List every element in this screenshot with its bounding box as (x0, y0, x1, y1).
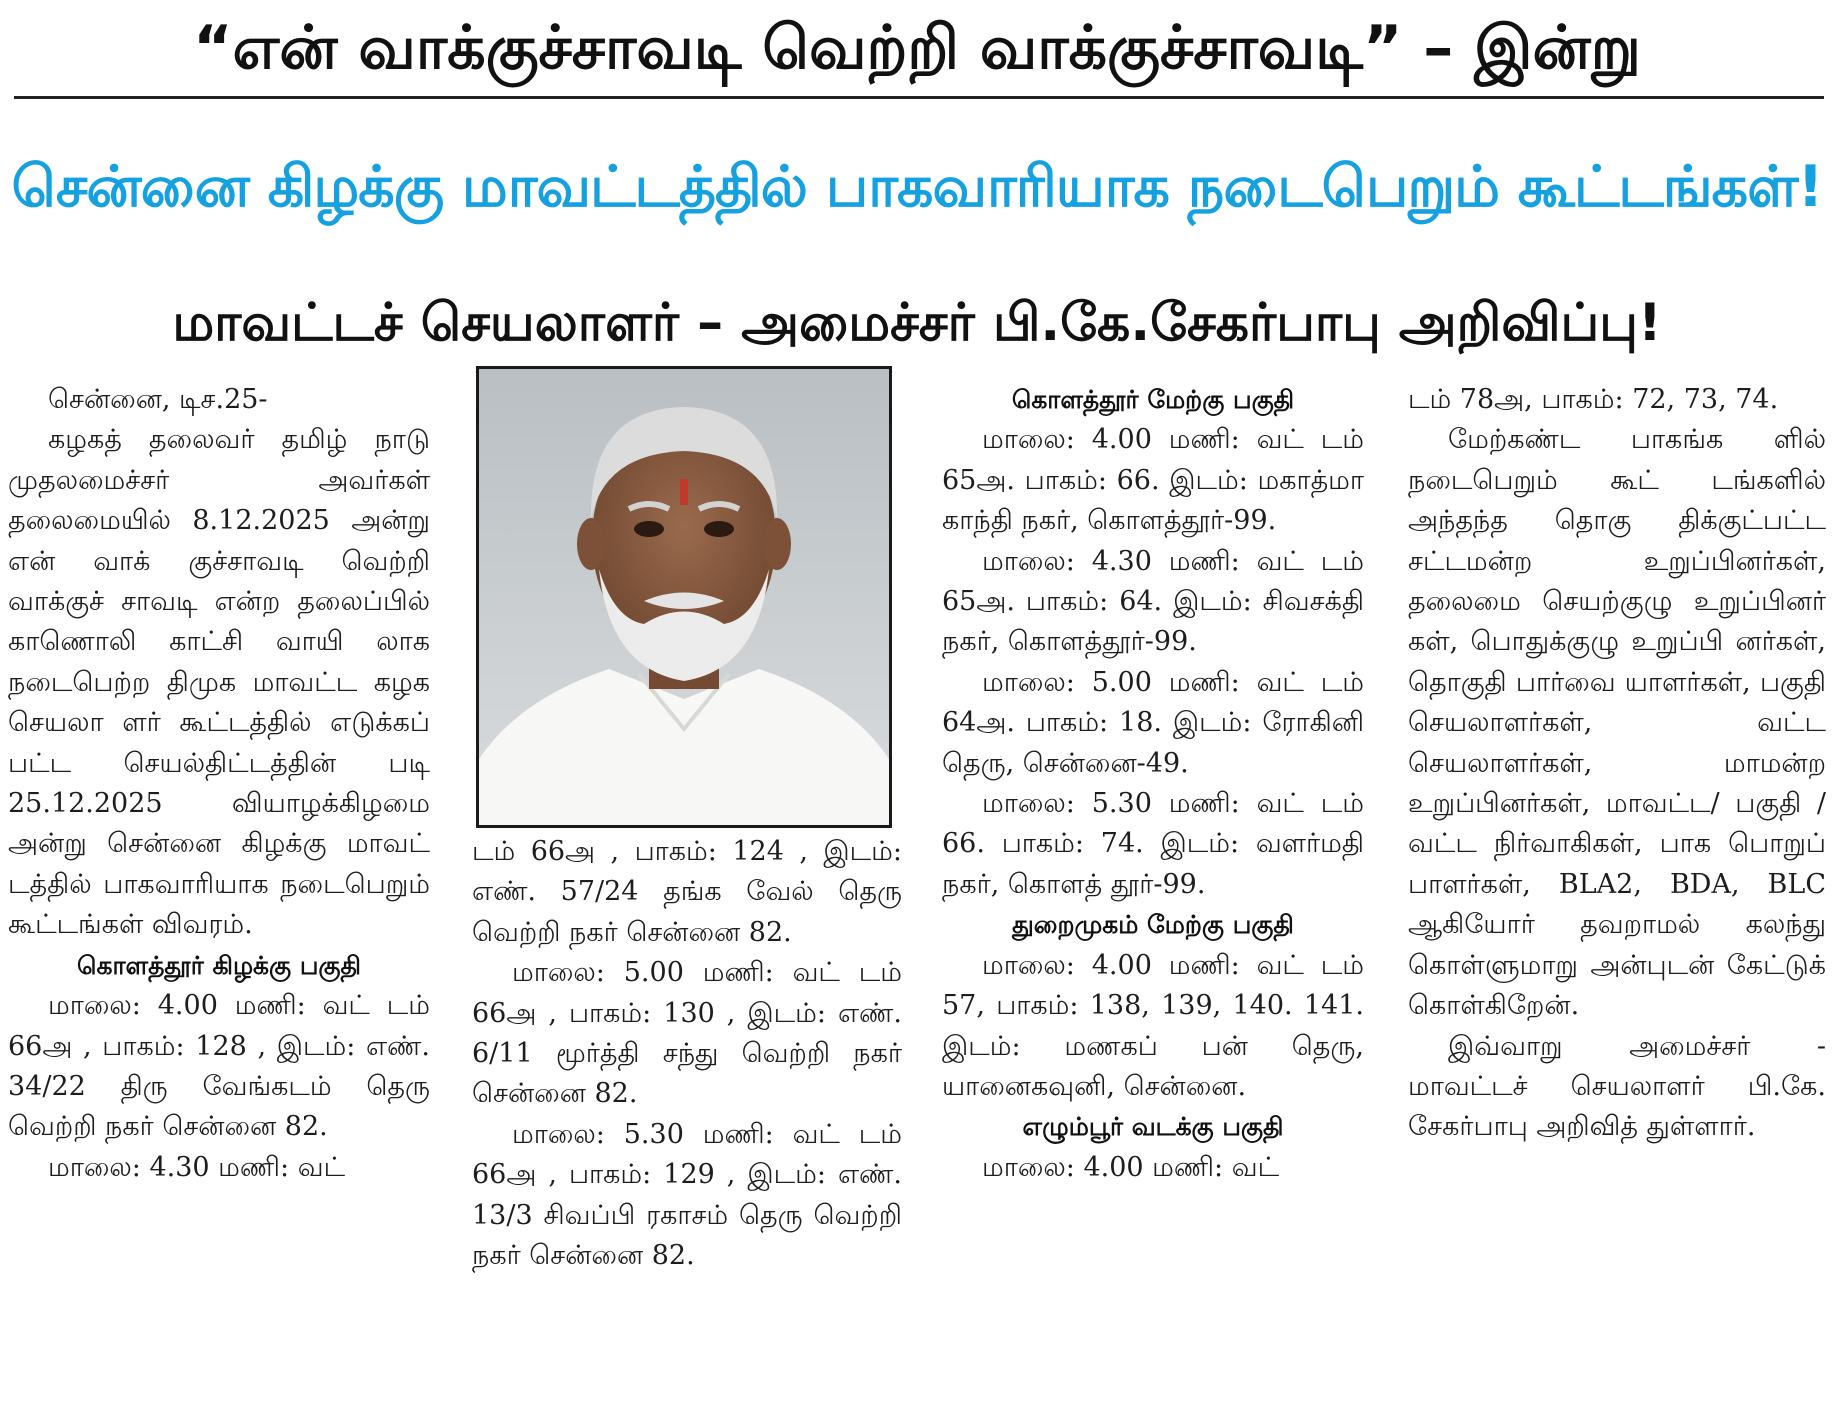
meeting-entry: மாலை: 5.30 மணி: வட் டம் 66அ , பாகம்: 129 , இடம்: எண். 13/3 சிவப்பி ரகாசம் தெரு வெற்றி நகர் சென்னை 82. (472, 1118, 902, 1272)
header-rule (14, 96, 1824, 99)
meeting-entry: மாலை: 4.00 மணி: வட் டம் 65அ. பாகம்: 66. இடம்: மகாத்மா காந்தி நகர், கொளத்தூர்-99. (942, 424, 1364, 537)
meeting-entry: மாலை: 4.00 மணி: வட் டம் 66அ , பாகம்: 128 , இடம்: எண். 34/22 திரு வேங்கடம் தெரு வெற்றி நகர் சென்னை 82. (8, 990, 430, 1143)
signoff-paragraph: இவ்வாறு அமைச்சர் - மாவட்டச் செயலாளர் பி.கே. சேகர்பாபு அறிவித் துள்ளார். (1408, 1030, 1826, 1143)
sub-headline: மாவட்டச் செயலாளர் – அமைச்சர் பி.கே.சேகர்பாபு அறிவிப்பு! (172, 293, 1662, 353)
meeting-entry: மாலை: 4.30 மணி: வட் டம் 65அ. பாகம்: 64. இடம்: சிவசக்தி நகர், கொளத்தூர்-99. (942, 545, 1364, 658)
portrait-photo (476, 366, 892, 828)
closing-paragraph: மேற்கண்ட பாகங்க ளில் நடைபெறும் கூட் டங்களில் அந்தந்த தொகு திக்குட்பட்ட சட்டமன்ற உறுப்பினர்கள், தலைமை செயற்குழு உறுப்பினர் கள், பொதுக்குழு உறுப்பி னர்கள், தொகுதி பார்வை யாளர்கள், பகுதி செயலாளர்கள், வட்ட செயலாளர்கள், மாமன்ற உறுப்பினர்கள், மாவட்ட/ பகுதி / வட்ட நிர்வாகிகள், பாக பொறுப் பாளர்கள், BLA2, BDA, BLC ஆகியோர் தவறாமல் கலந்து கொள்ளுமாறு அன்புடன் கேட்டுக் கொள்கிறேன். (1408, 424, 1826, 1022)
meeting-entry: டம் 78அ, பாகம்: 72, 73, 74. (1408, 384, 1779, 415)
meeting-entry: மாலை: 5.00 மணி: வட் டம் 66அ , பாகம்: 130 , இடம்: எண். 6/11 மூர்த்தி சந்து வெற்றி நகர் சென்னை 82. (472, 957, 902, 1110)
meeting-entry: மாலை: 4.30 மணி: வட் (48, 1151, 346, 1183)
meeting-entry: மாலை: 4.00 மணி: வட் (982, 1151, 1280, 1183)
article-column-2 (472, 832, 902, 1390)
article-column-3 (942, 380, 1364, 1390)
meeting-entry: மாலை: 5.00 மணி: வட் டம் 64அ. பாகம்: 18. இடம்: ரோகினி தெரு, சென்னை-49. (942, 666, 1364, 779)
section-heading: எழும்பூர் வடக்கு பகுதி (1022, 1112, 1284, 1142)
article-column-1 (8, 380, 430, 1390)
article-column-4 (1408, 380, 1826, 1390)
meeting-entry: மாலை: 5.30 மணி: வட் டம் 66. பாகம்: 74. இடம்: வளர்மதி நகர், கொளத் தூர்-99. (942, 788, 1364, 900)
section-heading: கொளத்தூர் கிழக்கு பகுதி (77, 950, 361, 980)
dateline: சென்னை, டிச.25- (48, 384, 268, 415)
portrait-image (479, 369, 889, 825)
intro-paragraph: கழகத் தலைவர் தமிழ் நாடு முதலமைச்சர் அவர்கள் தலைமையில் 8.12.2025 அன்று என் வாக் குச்சாவடி வெற்றி வாக்குச் சாவடி என்ற தலைப்பில் காணொலி காட்சி வாயி லாக நடைபெற்ற திமுக மாவட்ட கழக செயலா ளர் கூட்டத்தில் எடுக்கப் பட்ட செயல்திட்டத்தின் படி 25.12.2025 வியாழக்கிழமை அன்று சென்னை கிழக்கு மாவட் டத்தில் பாகவாரியாக நடைபெறும் கூட்டங்கள் விவரம். (8, 424, 430, 941)
kicker-headline: “என் வாக்குச்சாவடி வெற்றி வாக்குச்சாவடி” – இன்று (193, 13, 1641, 83)
meeting-entry: டம் 66அ , பாகம்: 124 , இடம்: எண். 57/24 தங்க வேல் தெரு வெற்றி நகர் சென்னை 82. (472, 836, 902, 948)
section-heading: கொளத்தூர் மேற்கு பகுதி (1011, 385, 1295, 414)
main-headline: சென்னை கிழக்கு மாவட்டத்தில் பாகவாரியாக நடைபெறும் கூட்டங்கள்! (11, 154, 1823, 220)
section-heading: துறைமுகம் மேற்கு பகுதி (1012, 910, 1294, 940)
meeting-entry: மாலை: 4.00 மணி: வட் டம் 57, பாகம்: 138, 139, 140. 141. இடம்: மணகப் பன் தெரு, யானைகவுனி, சென்னை. (942, 949, 1364, 1102)
